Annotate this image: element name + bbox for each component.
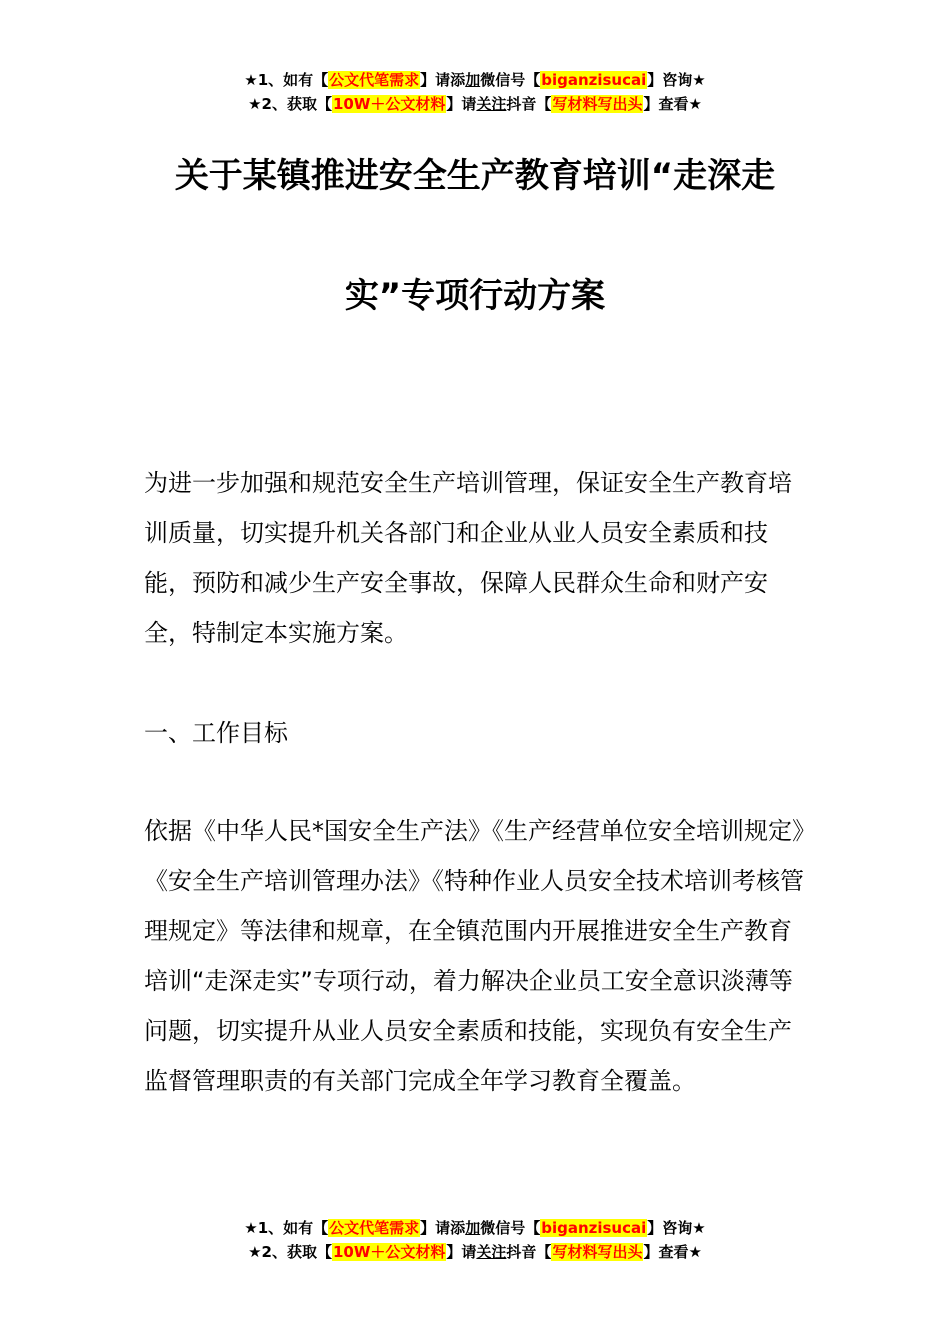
- section-paragraph: 依据《中华人民*国安全生产法》《生产经营单位安全培训规定》《安全生产培训管理办法》《特种作业人员安全技术培训考核管理规定》等法律和规章，在全镇范围内开展推进安全生产教育培训“走深走实”专项行动，着力解决企业员工安全意识淡薄等问题，切实提升从业人员安全素质和技能，实现负有安全生产监督管理职责的有关部门完成全年学习教育全覆盖。: [144, 817, 804, 1095]
- banner-line-2: ★2、获取【10W＋公文材料】请关注抖音【写材料写出头】查看★: [248, 95, 702, 113]
- highlight-wechat-id: biganzisucai: [541, 1219, 647, 1237]
- section-heading: 一、工作目标: [144, 719, 288, 747]
- highlight-douyin-id: 写材料写出头: [552, 1243, 643, 1261]
- footer-banner: [0, 1216, 950, 1264]
- header-banner: [0, 68, 950, 116]
- highlight-service: 公文代笔需求: [329, 1219, 420, 1237]
- document-title-line-1: 关于某镇推进安全生产教育培训“走深走: [174, 156, 776, 196]
- highlight-materials: 10W＋公文材料: [332, 95, 446, 113]
- highlight-service: 公文代笔需求: [329, 71, 420, 89]
- highlight-douyin-id: 写材料写出头: [552, 95, 643, 113]
- highlight-wechat-id: biganzisucai: [541, 71, 647, 89]
- highlight-materials: 10W＋公文材料: [332, 1243, 446, 1261]
- banner-line-2: ★2、获取【10W＋公文材料】请关注抖音【写材料写出头】查看★: [248, 1243, 702, 1261]
- banner-line-1: ★1、如有【公文代笔需求】请添加微信号【biganzisucai】咨询★: [244, 71, 706, 89]
- banner-line-1: ★1、如有【公文代笔需求】请添加微信号【biganzisucai】咨询★: [244, 1219, 706, 1237]
- document-title-line-2: 实”专项行动方案: [344, 276, 606, 316]
- intro-paragraph: 为进一步加强和规范安全生产培训管理，保证安全生产教育培训质量，切实提升机关各部门和企业从业人员安全素质和技能，预防和减少生产安全事故，保障人民群众生命和财产安全，特制定本实施方案。: [144, 469, 792, 647]
